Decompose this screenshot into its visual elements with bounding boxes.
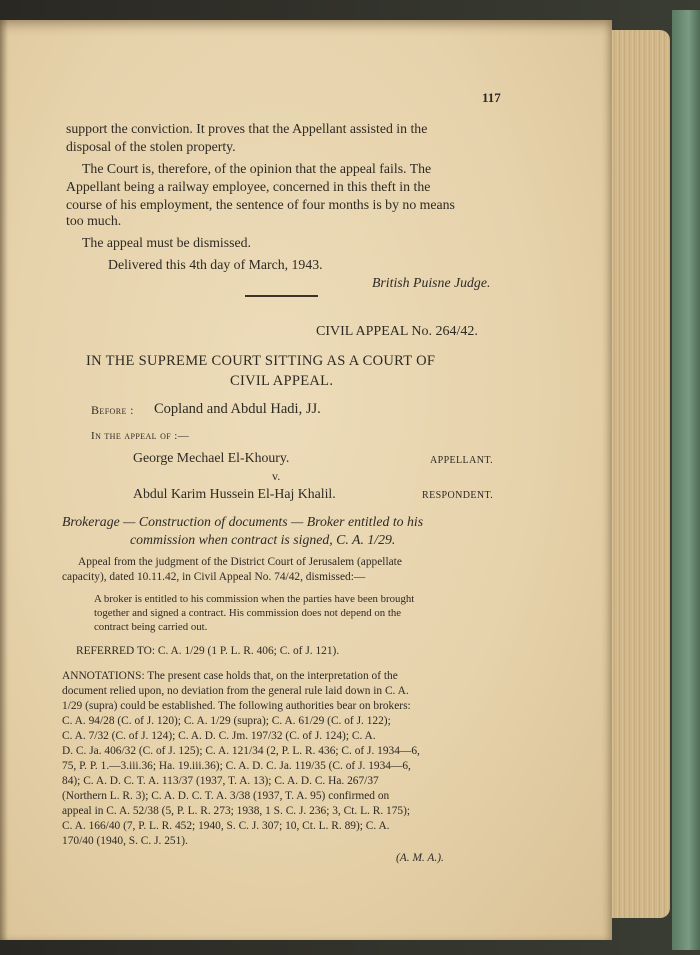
holding-line-3: contract being carried out. [94,621,208,633]
annotation-line: ANNOTATIONS: The present case holds that, on the interpretation of the [62,670,398,682]
annotation-line: C. A. 94/28 (C. of J. 120); C. A. 1/29 (supra); C. A. 61/29 (C. of J. 122); [62,715,391,727]
respondent-label: RESPONDENT. [422,490,494,501]
holding-line-2: together and signed a contract. His commission does not depend on the [94,607,402,619]
appeal-from-line-1: Appeal from the judgment of the District Court of Jerusalem (appellate [78,556,402,568]
appellant-label: APPELLANT. [430,455,493,466]
annotation-line: 75, P. P. 1.—3.iii.36; Ha. 19.iii.36); C. A. D. C. Ja. 119/35 (C. of J. 1934—6, [62,760,411,772]
annotation-initials: (A. M. A.). [396,852,444,864]
annotation-line: 1/29 (supra) could be established. The following authorities bear on brokers: [62,700,411,712]
headnote-line-2: commission when contract is signed, C. A. 1/29. [130,532,396,547]
annotation-line: (Northern L. R. 3); C. A. D. C. T. A. 3/38 (1937, T. A. 95) confirmed on [62,790,390,802]
paragraph-2-line-4: too much. [66,213,122,228]
annotation-line: appeal in C. A. 52/38 (5, P. L. R. 273; 1938, 1 S. C. J. 236; 3, Ct. L. R. 175); [62,805,411,817]
court-heading-line-2: CIVIL APPEAL. [230,373,334,389]
judge-signature: British Puisne Judge. [372,275,491,290]
annotation-line: C. A. 166/40 (7, P. L. R. 452; 1940, S. C. J. 307; 10, Ct. L. R. 89); C. A. [62,820,390,832]
opening-line-2: disposal of the stolen property. [66,139,236,154]
judges-names: Copland and Abdul Hadi, JJ. [154,401,321,417]
appeal-dismissed: The appeal must be dismissed. [82,235,251,250]
section-divider [245,295,318,297]
paragraph-2-line-2: Appellant being a railway employee, concerned in this theft in the [66,179,431,194]
holding-line-1: A broker is entitled to his commission when the parties have been brought [94,593,415,605]
appellant-name: George Mechael El-Khoury. [133,450,290,465]
opening-line-1: support the conviction. It proves that the Appellant assisted in the [66,121,428,136]
respondent-name: Abdul Karim Hussein El-Haj Khalil. [133,486,336,501]
delivered-date: Delivered this 4th day of March, 1943. [108,257,323,272]
paragraph-2-line-1: The Court is, therefore, of the opinion that the appeal fails. The [82,161,432,176]
headnote-line-1: Brokerage — Construction of documents — Broker entitled to his [62,514,424,529]
versus: v. [272,469,281,483]
book-page [0,20,612,940]
paragraph-2-line-3: course of his employment, the sentence of four months is by no means [66,197,455,212]
annotation-line: C. A. 7/32 (C. of J. 124); C. A. D. C. Jm. 197/32 (C. of J. 124); C. A. [62,730,376,742]
referred-to: REFERRED TO: C. A. 1/29 (1 P. L. R. 406; C. of J. 121). [76,645,340,657]
before-label: Before : [91,403,134,417]
case-number: CIVIL APPEAL No. 264/42. [316,324,478,339]
page-number: 117 [482,90,501,105]
annotation-line: document relied upon, no deviation from the general rule laid down in C. A. [62,685,409,697]
appeal-of-label: In the appeal of :— [91,430,190,442]
annotation-line: 84); C. A. D. C. T. A. 113/37 (1937, T. A. 13); C. A. D. C. Ha. 267/37 [62,775,379,787]
annotation-line: 170/40 (1940, S. C. J. 251). [62,835,188,847]
annotation-line: D. C. Ja. 406/32 (C. of J. 125); C. A. 121/34 (2, P. L. R. 436; C. of J. 1934—6, [62,745,420,757]
green-cover-edge [672,10,700,950]
page-gutter [0,20,8,940]
court-heading-line-1: IN THE SUPREME COURT SITTING AS A COURT OF [86,353,436,369]
appeal-from-line-2: capacity), dated 10.11.42, in Civil Appeal No. 74/42, dismissed:— [62,571,366,583]
